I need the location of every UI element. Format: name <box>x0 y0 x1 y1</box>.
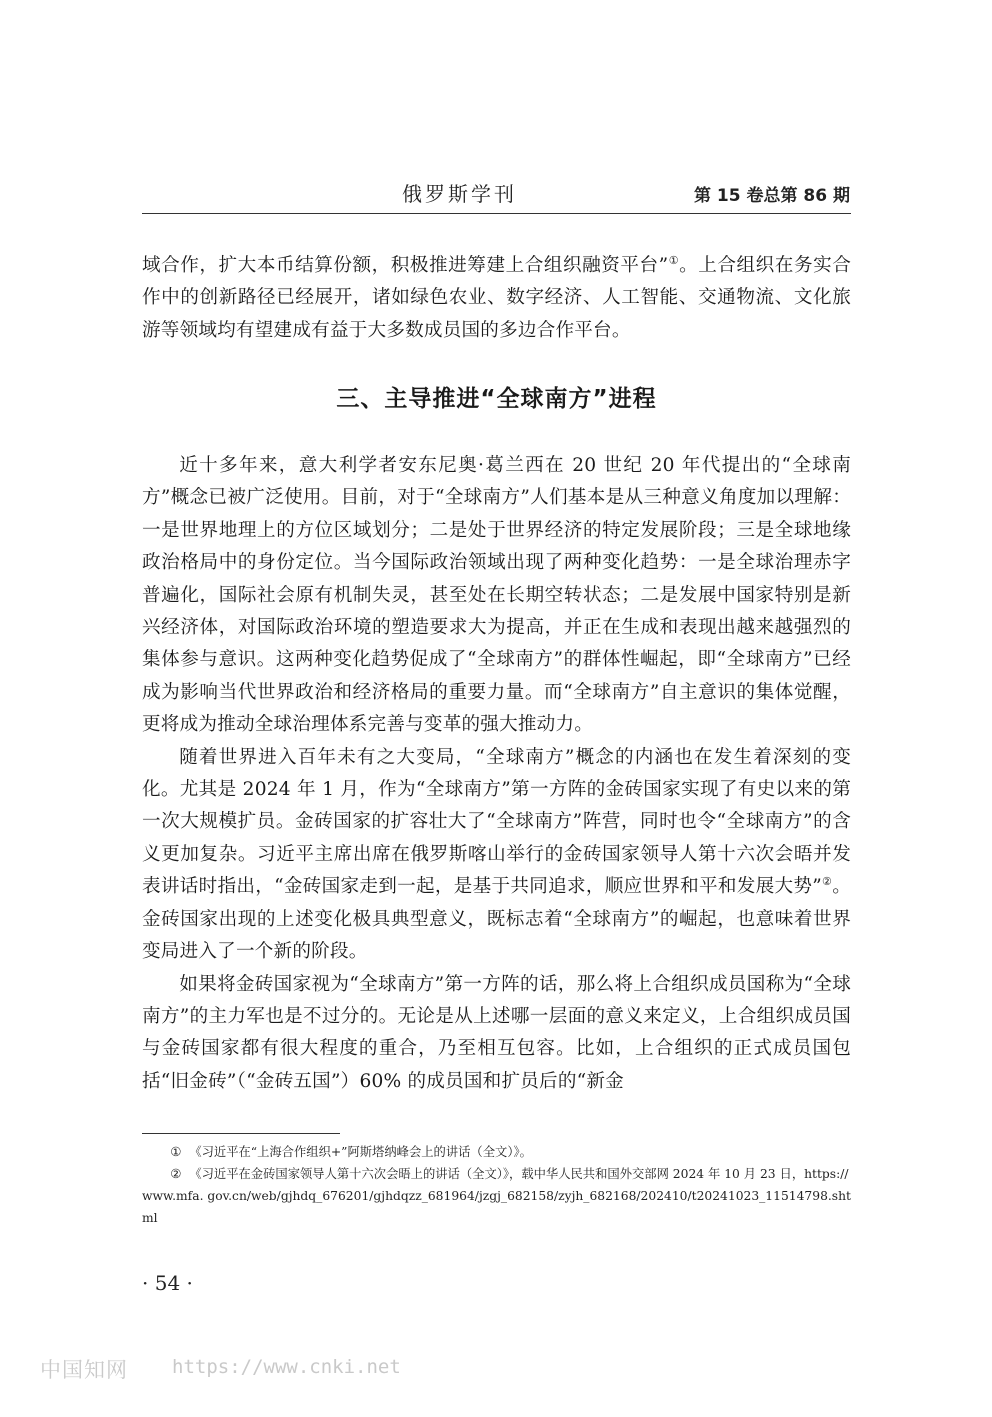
footnotes <box>142 1141 851 1229</box>
paragraph-2 <box>142 742 851 969</box>
footnote-ref-2[interactable]: ② <box>821 875 833 889</box>
paragraph-2-text: 随着世界进入百年未有之大变局，“全球南方”概念的内涵也在发生着深刻的变化。尤其是 2024 年 1 月，作为“全球南方”第一方阵的金砖国家实现了有史以来的第一次大规模扩员。金砖国家的扩容壮大了“全球南方”阵营，同时也令“全球南方”的含义更加复杂。习近平主席出席在俄罗斯喀山举行的金砖国家领导人第十六次会晤并发表讲话时指出，“金砖国家走到一起，是基于共同追求，顺应世界和平和发展大势” <box>142 746 851 898</box>
footnote-divider <box>142 1133 340 1134</box>
footnote-1-text: 《习近平在“上海合作组织+”阿斯塔纳峰会上的讲话（全文）》。 <box>189 1145 532 1159</box>
footnote-2-text[interactable]: 《习近平在金砖国家领导人第十六次会晤上的讲话（全文）》，载中华人民共和国外交部网 2024 年 10 月 23 日，https://www.mfa. gov.cn/web/gjhdq_676201/gjhdqzz_681964/jzgj_682158/zyjh_682168/202410/t20241023_11514798.shtml <box>142 1167 851 1225</box>
intro-text: 域合作，扩大本币结算份额，积极推进筹建上合组织融资平台” <box>142 255 669 276</box>
intro-block <box>142 250 851 347</box>
intro-text-after: 。上合组织在务实合作中的创新路径已经展开，诸如绿色农业、数字经济、人工智能、交通物流、文化旅游等领域均有望建成有益于大多数成员国的多边合作平台。 <box>142 255 852 341</box>
intro-paragraph <box>142 250 851 347</box>
cnki-url-watermark: https://www.cnki.net <box>172 1356 401 1378</box>
body-block <box>142 450 851 1098</box>
page-number: · 54 · <box>142 1271 193 1295</box>
footnote-1 <box>142 1141 851 1163</box>
section-heading: 三、主导推进“全球南方”进程 <box>336 386 657 412</box>
issue-number: 第 15 卷总第 86 期 <box>694 186 850 206</box>
cnki-watermark: 中国知网 <box>40 1358 128 1382</box>
paragraph-1: 近十多年来，意大利学者安东尼奥·葛兰西在 20 世纪 20 年代提出的“全球南方”概念已被广泛使用。目前，对于“全球南方”人们基本是从三种意义角度加以理解：一是世界地理上的方位区域划分；二是处于世界经济的特定发展阶段；三是全球地缘政治格局中的身份定位。当今国际政治领域出现了两种变化趋势：一是全球治理赤字普遍化，国际社会原有机制失灵，甚至处在长期空转状态；二是发展中国家特别是新兴经济体，对国际政治环境的塑造要求大为提高，并正在生成和表现出越来越强烈的集体参与意识。这两种变化趋势促成了“全球南方”的群体性崛起，即“全球南方”已经成为影响当代世界政治和经济格局的重要力量。而“全球南方”自主意识的集体觉醒，更将成为推动全球治理体系完善与变革的强大推动力。 <box>142 455 851 736</box>
footnote-2 <box>142 1163 851 1229</box>
footnote-ref-1[interactable]: ① <box>668 253 680 267</box>
footnote-2-mark: ② <box>170 1167 182 1181</box>
header-divider <box>142 213 851 214</box>
footnote-1-mark: ① <box>170 1145 182 1159</box>
journal-title: 俄罗斯学刊 <box>402 182 517 206</box>
paragraph-2-text-after: 。金砖国家出现的上述变化极具典型意义，既标志着“全球南方”的崛起，也意味着世界变局进入了一个新的阶段。 <box>142 876 851 963</box>
paragraph-3: 如果将金砖国家视为“全球南方”第一方阵的话，那么将上合组织成员国称为“全球南方”的主力军也是不过分的。无论是从上述哪一层面的意义来定义，上合组织成员国与金砖国家都有很大程度的重合，乃至相互包容。比如，上合组织的正式成员国包括“旧金砖”（“金砖五国”）60% 的成员国和扩员后的“新金 <box>142 973 851 1092</box>
